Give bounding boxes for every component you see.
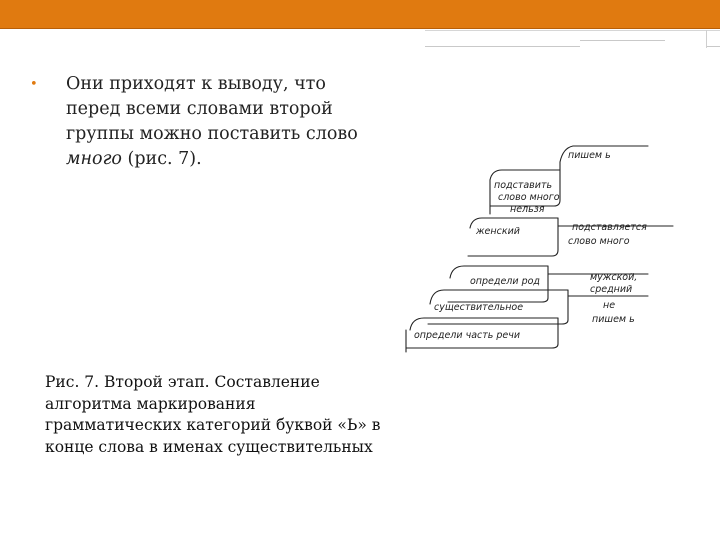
- diagram-label-2b: слово много: [498, 192, 560, 203]
- diagram-stroke-3: [490, 170, 560, 180]
- bullet-paragraph: [30, 72, 378, 172]
- header-rule-right: [707, 46, 720, 47]
- diagram-label-4a: подставляется: [572, 222, 647, 233]
- bullet-text: [48, 72, 378, 172]
- figure-caption: Рис. 7. Второй этап. Составление алгоритма маркирования грамматических категорий буквой «Ь» в конце слова в именах существительных: [45, 373, 381, 456]
- diagram-label-7: существительное: [434, 302, 524, 313]
- bullet-dot-icon: •: [30, 77, 38, 92]
- bullet-text-end: (рис. 7).: [121, 149, 202, 169]
- diagram-stroke-6: [468, 218, 558, 256]
- diagram-label-5: определи род: [470, 276, 540, 287]
- diagram-label-8b: пишем ь: [592, 314, 635, 325]
- diagram-label-6a: мужской,: [590, 272, 638, 283]
- diagram-label-1: пишем ь: [568, 150, 611, 161]
- diagram-label-2c: нельзя: [510, 204, 545, 215]
- diagram-label-3: женский: [476, 226, 520, 237]
- diagram-label-8a: не: [603, 300, 616, 311]
- header-rule-mid: [580, 40, 665, 41]
- header-accent-bar: [0, 0, 720, 29]
- diagram-label-2a: подставить: [494, 180, 553, 191]
- diagram-label-4b: слово много: [568, 236, 630, 247]
- bullet-text-main: Они приходят к выводу, что перед всеми словами второй группы можно поставить слово: [66, 74, 358, 144]
- diagram-label-9: определи часть речи: [414, 330, 521, 341]
- bullet-text-italic: много: [66, 149, 122, 169]
- diagram-label-6b: средний: [590, 284, 633, 295]
- header-rule-left: [425, 46, 580, 47]
- algorithm-diagram: [398, 140, 678, 354]
